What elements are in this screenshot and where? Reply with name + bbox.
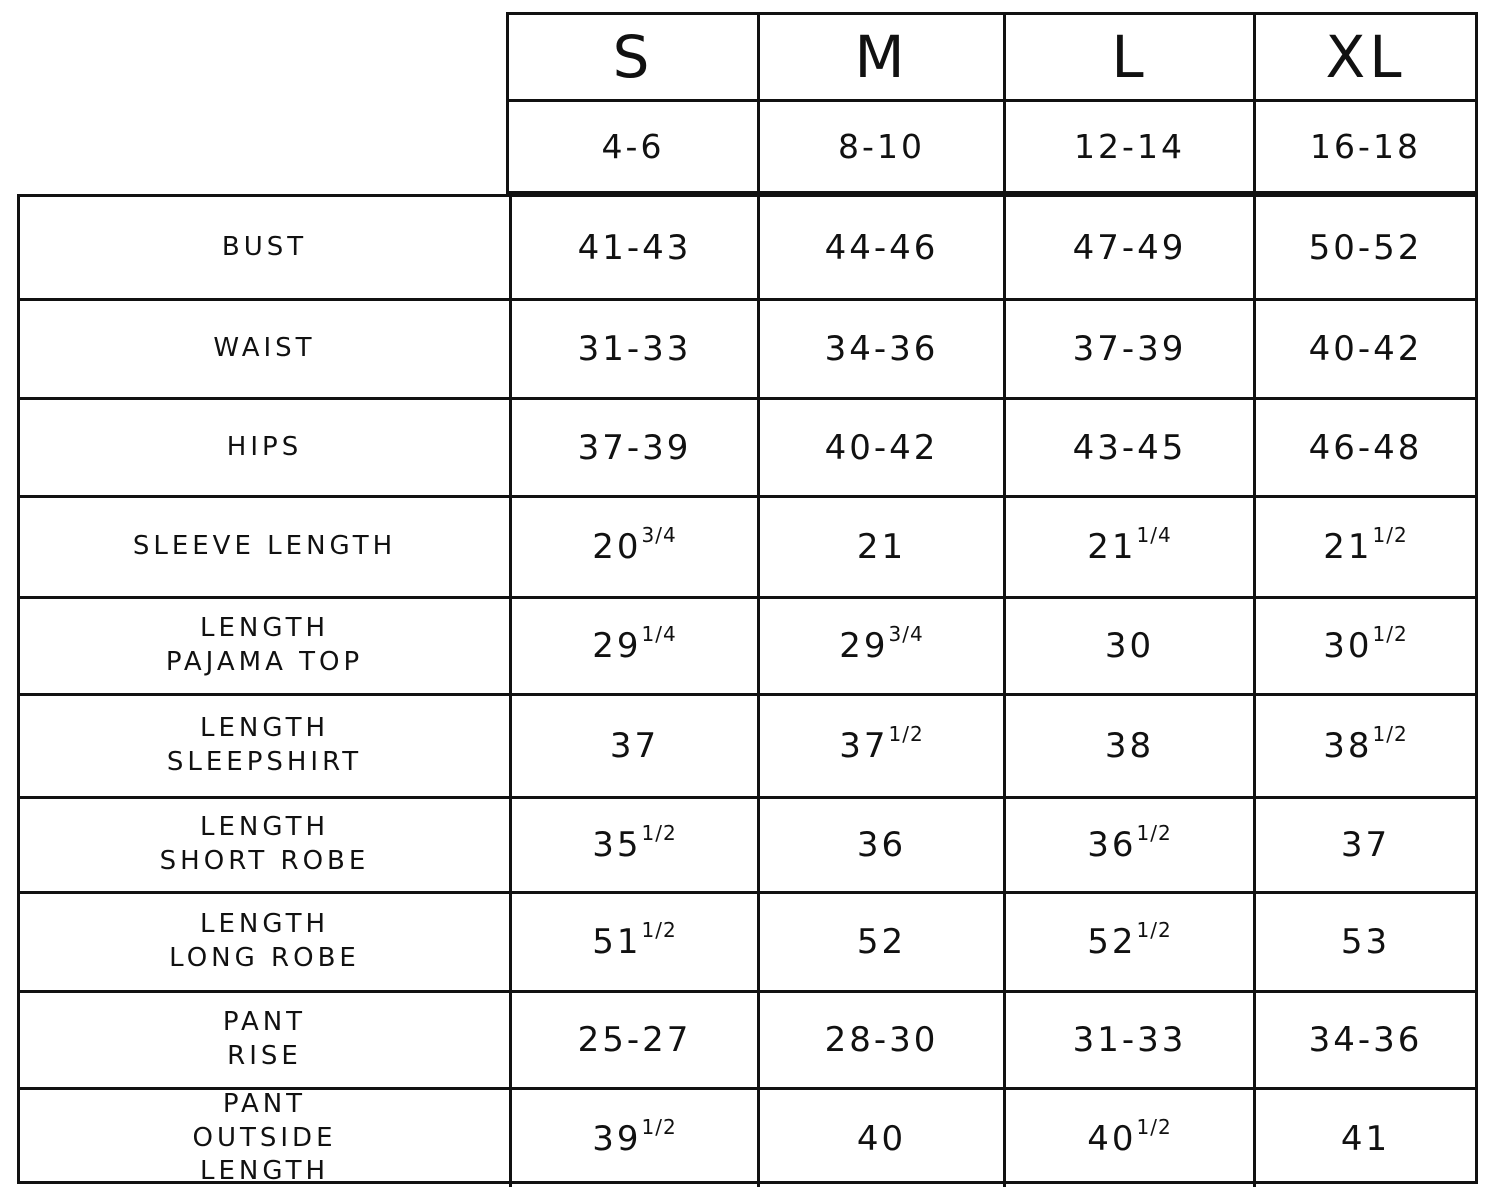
measurement-label <box>20 397 509 495</box>
value-cell-l <box>1003 796 1253 891</box>
size-range-s: 4-6 <box>509 99 757 191</box>
value-fraction: 3/4 <box>888 622 924 646</box>
measurement-label <box>20 495 509 596</box>
value-cell-xl <box>1253 1087 1475 1187</box>
value-main: 50-52 <box>1308 227 1423 268</box>
measurement-label <box>20 197 509 298</box>
value-cell-s <box>509 298 757 397</box>
value-cell-xl <box>1253 693 1475 796</box>
measurement-label-line: LENGTH <box>199 1156 329 1187</box>
value-cell-l <box>1003 990 1253 1087</box>
value-cell-m <box>757 693 1003 796</box>
value-main: 44-46 <box>824 227 939 268</box>
value-cell-xl <box>1253 197 1475 298</box>
size-letter-s: S <box>612 23 654 91</box>
size-letter-xl: XL <box>1253 15 1475 99</box>
value-main: 40 <box>856 1118 907 1159</box>
value-fraction: 3/4 <box>641 523 677 547</box>
measurement-label <box>20 1087 509 1187</box>
value-cell-xl <box>1253 796 1475 891</box>
measurement-label-line: SLEEPSHIRT <box>166 747 363 777</box>
measurement-label <box>20 298 509 397</box>
value-main: 25-27 <box>577 1020 692 1060</box>
value-cell-s <box>509 596 757 693</box>
value-main: 37 <box>609 726 660 766</box>
value-main: 39 <box>592 1118 642 1159</box>
measurement-label-line: BUST <box>221 231 308 262</box>
value-cell-m <box>757 495 1003 596</box>
measurement-label-line: RISE <box>227 1041 302 1071</box>
value-cell-m <box>757 1087 1003 1187</box>
value-cell-l <box>1003 596 1253 693</box>
measurement-label-line: LENGTH <box>199 909 329 940</box>
value-main: 41-43 <box>577 227 692 268</box>
value-cell-l <box>1003 891 1253 990</box>
measurement-label-line: PAJAMA TOP <box>165 647 364 677</box>
value-main: 40 <box>1087 1118 1137 1159</box>
value-main: 31-33 <box>577 329 692 369</box>
value-main: 28-30 <box>824 1020 939 1060</box>
value-cell-s <box>509 495 757 596</box>
value-main: 47-49 <box>1072 227 1187 268</box>
value-main: 46-48 <box>1308 427 1423 468</box>
value-main: 41 <box>1340 1118 1391 1159</box>
measurement-label-line: PANT <box>222 1088 307 1119</box>
value-fraction: 1/2 <box>1372 722 1408 746</box>
value-cell-m <box>757 397 1003 495</box>
value-cell-m <box>757 197 1003 298</box>
value-main: 31-33 <box>1072 1020 1187 1060</box>
size-chart-table <box>17 194 1478 1187</box>
value-fraction: 1/2 <box>641 918 677 942</box>
value-main: 36 <box>856 825 907 865</box>
value-main: 37 <box>1340 825 1391 865</box>
measurement-label-line: SHORT ROBE <box>159 846 370 876</box>
value-main: 40-42 <box>1308 329 1423 369</box>
measurement-label-line: WAIST <box>213 333 316 364</box>
value-fraction: 1/2 <box>641 1114 677 1139</box>
value-cell-m <box>757 891 1003 990</box>
value-cell-xl <box>1253 596 1475 693</box>
value-cell-xl <box>1253 495 1475 596</box>
value-main: 37-39 <box>1072 329 1187 369</box>
value-main: 21 <box>856 527 907 567</box>
value-main: 40-42 <box>824 427 939 468</box>
measurement-label-line: SLEEVE LENGTH <box>132 531 397 562</box>
size-letter-l: L <box>1003 15 1253 99</box>
measurement-label <box>20 796 509 891</box>
value-fraction: 1/4 <box>1136 523 1172 547</box>
value-fraction: 1/2 <box>1136 1114 1172 1139</box>
value-cell-s <box>509 796 757 891</box>
value-cell-s <box>509 990 757 1087</box>
value-main: 34-36 <box>824 329 939 369</box>
value-fraction: 1/2 <box>1372 523 1408 547</box>
measurement-label <box>20 990 509 1087</box>
measurement-label <box>20 596 509 693</box>
value-main: 36 <box>1087 825 1137 865</box>
value-cell-s <box>509 397 757 495</box>
value-main: 52 <box>856 922 907 962</box>
value-main: 29 <box>839 626 889 666</box>
value-cell-xl <box>1253 397 1475 495</box>
value-main: 37 <box>839 726 889 766</box>
value-main: 38 <box>1323 726 1373 766</box>
measurement-label-line: LENGTH <box>199 812 329 843</box>
value-main: 51 <box>592 922 642 962</box>
measurement-label-line: LONG ROBE <box>169 943 360 973</box>
value-fraction: 1/2 <box>888 722 924 746</box>
value-fraction: 1/2 <box>1136 918 1172 942</box>
value-main: 30 <box>1104 626 1155 666</box>
measurement-label-line: HIPS <box>226 431 303 462</box>
value-fraction: 1/4 <box>641 622 677 646</box>
value-fraction: 1/2 <box>1372 622 1408 646</box>
value-cell-l <box>1003 397 1253 495</box>
measurement-label-line: LENGTH <box>199 713 329 744</box>
value-main: 34-36 <box>1308 1020 1423 1060</box>
value-main: 37-39 <box>577 427 692 468</box>
measurement-label-line: OUTSIDE <box>192 1122 337 1153</box>
size-range-l: 12-14 <box>1003 99 1253 191</box>
value-main: 29 <box>592 626 642 666</box>
value-cell-s <box>509 693 757 796</box>
value-cell-xl <box>1253 298 1475 397</box>
value-main: 38 <box>1104 726 1155 766</box>
value-cell-l <box>1003 298 1253 397</box>
size-range-xl: 16-18 <box>1253 99 1475 191</box>
value-cell-m <box>757 298 1003 397</box>
value-main: 35 <box>592 825 642 865</box>
value-cell-m <box>757 596 1003 693</box>
value-main: 52 <box>1087 922 1137 962</box>
measurement-label-line: LENGTH <box>199 613 329 644</box>
value-main: 20 <box>592 527 642 567</box>
value-cell-m <box>757 796 1003 891</box>
value-main: 21 <box>1323 527 1373 567</box>
value-main: 43-45 <box>1072 427 1187 468</box>
value-main: 30 <box>1323 626 1373 666</box>
measurement-label <box>20 693 509 796</box>
value-fraction: 1/2 <box>1136 821 1172 845</box>
value-fraction: 1/2 <box>641 821 677 845</box>
measurement-label-line: PANT <box>222 1007 307 1038</box>
size-letter-m: M <box>757 15 1003 99</box>
value-cell-xl <box>1253 990 1475 1087</box>
size-header <box>506 12 1478 194</box>
value-main: 53 <box>1340 922 1391 962</box>
value-main: 21 <box>1087 527 1137 567</box>
value-cell-s <box>509 1087 757 1187</box>
value-cell-xl <box>1253 891 1475 990</box>
value-cell-l <box>1003 1087 1253 1187</box>
value-cell-l <box>1003 495 1253 596</box>
measurement-label <box>20 891 509 990</box>
value-cell-s <box>509 197 757 298</box>
value-cell-l <box>1003 693 1253 796</box>
value-cell-s <box>509 891 757 990</box>
value-cell-m <box>757 990 1003 1087</box>
size-range-m: 8-10 <box>757 99 1003 191</box>
value-cell-l <box>1003 197 1253 298</box>
